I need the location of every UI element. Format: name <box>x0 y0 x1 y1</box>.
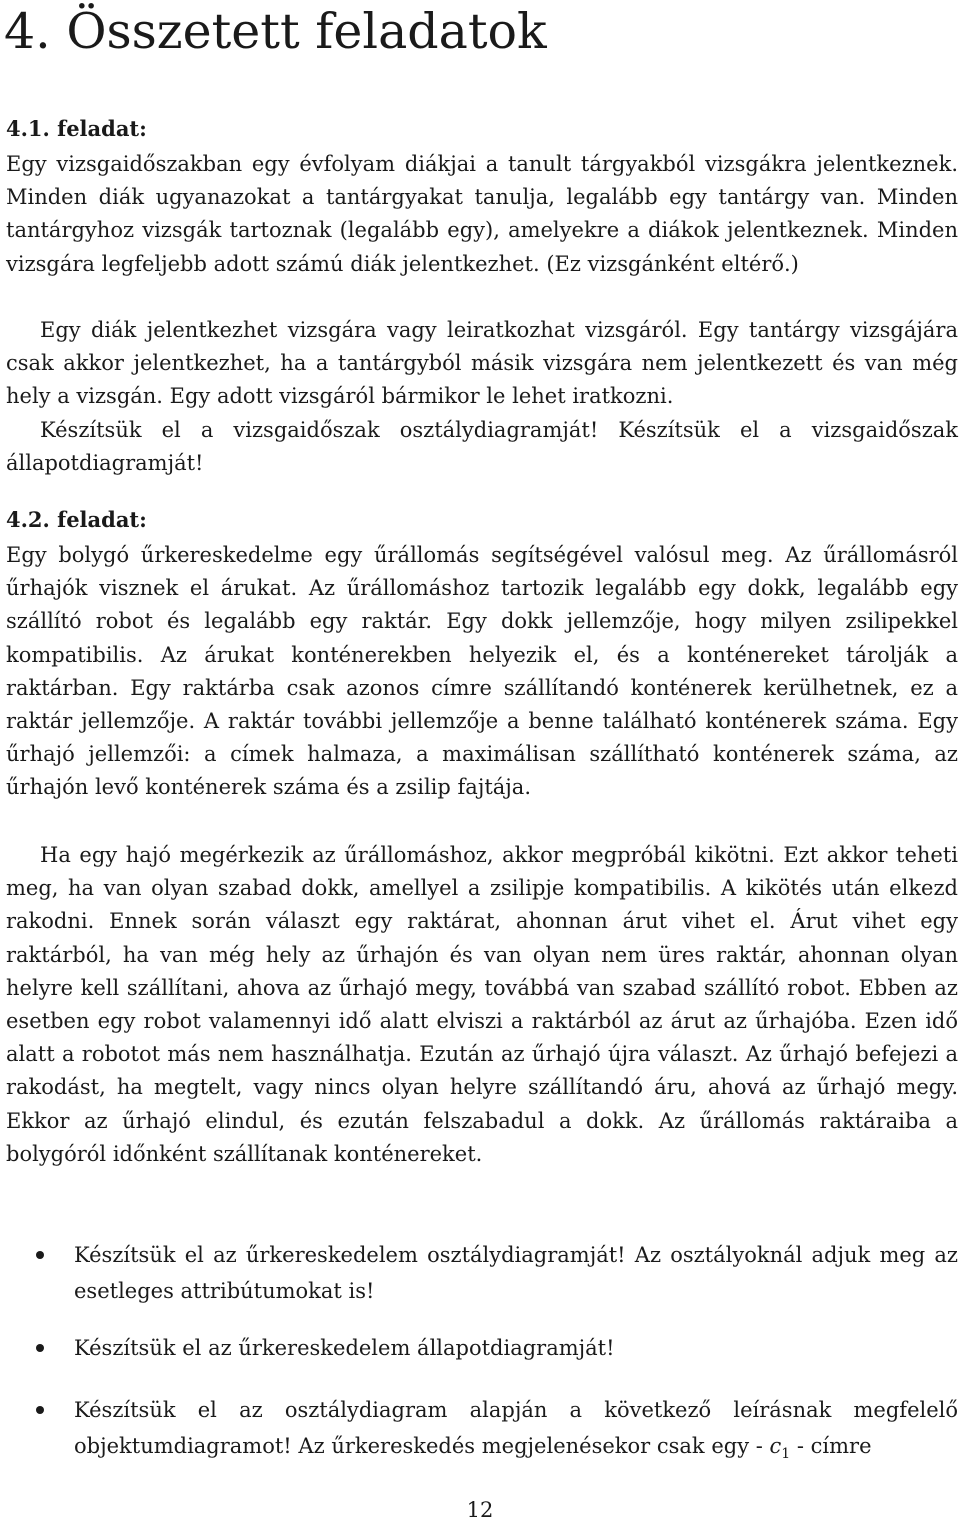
paragraph: Ha egy hajó megérkezik az űrállomáshoz, akkor megpróbál kikötni. Ezt akkor teheti meg, ha van olyan szabad dokk, amellyel a zsilipje kompatibilis. A kikötés után elkezd rakodni. Ennek során választ egy raktárat, ahonnan árut vihet el. Árut vihet egy raktárból, ha van még hely az űrhajón és van olyan nem üres raktár, ahonnan olyan helyre kell szállítani, ahova az űrhajó megy, továbbá van szabad szállító robot. Ebben az esetben egy robot valamennyi idő alatt elviszi a raktárból az árut az űrhajóba. Ezen idő alatt a robotot más nem használhatja. Ezután az űrhajó újra választ. Az űrhajó befejezi a rakodást, ha megtelt, vagy nincs olyan helyre szállítandó áru, ahová az űrhajó megy. Ekkor az űrhajó elindul, és ezután felszabadul a dokk. Az űrállomás raktáraiba a bolygóról időnként szállítanak konténereket. <box>6 843 958 1166</box>
math-subscript: 1 <box>781 1446 791 1463</box>
exercise-heading: 4.1. feladat: <box>6 116 147 141</box>
list-item-text: Készítsük el az osztálydiagram alapján a következő leírásnak megfelelő objektumdiagramot! Az űrkereskedés megjelenésekor csak egy - <box>74 1398 958 1458</box>
chapter-title-text: Összetett feladatok <box>66 3 547 60</box>
list-item-tail: - címre <box>790 1434 872 1458</box>
bullet-icon <box>36 1395 65 1424</box>
list-item: Készítsük el az űrkereskedelem osztálydiagramját! Az osztályoknál adjuk meg az esetleges attribútumokat is! <box>74 1243 958 1303</box>
bullet-icon <box>36 1240 65 1269</box>
chapter-title <box>4 0 547 64</box>
paragraph: Egy diák jelentkezhet vizsgára vagy leiratkozhat vizsgáról. Egy tantárgy vizsgájára csak akkor jelentkezhet, ha a tantárgyból másik vizsgára nem jelentkezett és van még hely a vizsgán. Egy adott vizsgáról bármikor le lehet iratkozni. <box>6 318 958 409</box>
exercise-heading: 4.2. feladat: <box>6 507 147 532</box>
chapter-number: 4. <box>4 3 51 60</box>
bullet-icon <box>36 1333 65 1362</box>
math-variable-name: c <box>769 1434 782 1458</box>
paragraph: Egy vizsgaidőszakban egy évfolyam diákjai a tanult tárgyakból vizsgákra jelentkeznek. Minden diák ugyanazokat a tantárgyakat tanulja, legalább egy tantárgy van. Minden tantárgyhoz vizsgák tartoznak (legalább egy), amelyekre a diákok jelentkeznek. Minden vizsgára legfeljebb adott számú diák jelentkezhet. (Ez vizsgánként eltérő.) <box>6 152 958 276</box>
math-variable <box>769 1434 791 1463</box>
paragraph: Készítsük el a vizsgaidőszak osztálydiagramját! Készítsük el a vizsgaidőszak állapotdiagramját! <box>6 418 958 476</box>
paragraph: Egy bolygó űrkereskedelme egy űrállomás segítségével valósul meg. Az űrállomásról űrhajók visznek el árukat. Az űrállomáshoz tartozik legalább egy dokk, legalább egy szállító robot és legalább egy raktár. Egy dokk jellemzője, hogy milyen zsilipekkel kompatibilis. Az árukat konténerekben helyezik el, és a konténereket tárolják a raktárban. Egy raktárba csak azonos címre szállítandó konténerek kerülhetnek, ez a raktár jellemzője. A raktár további jellemzője a benne található konténerek száma. Egy űrhajó jellemzői: a címek halmaza, a maximálisan szállítható konténerek száma, az űrhajón levő konténerek száma és a zsilip fajtája. <box>6 543 958 800</box>
page-number: 12 <box>466 1498 494 1522</box>
list-item: Készítsük el az űrkereskedelem állapotdiagramját! <box>74 1336 615 1360</box>
list-item <box>74 1392 958 1472</box>
